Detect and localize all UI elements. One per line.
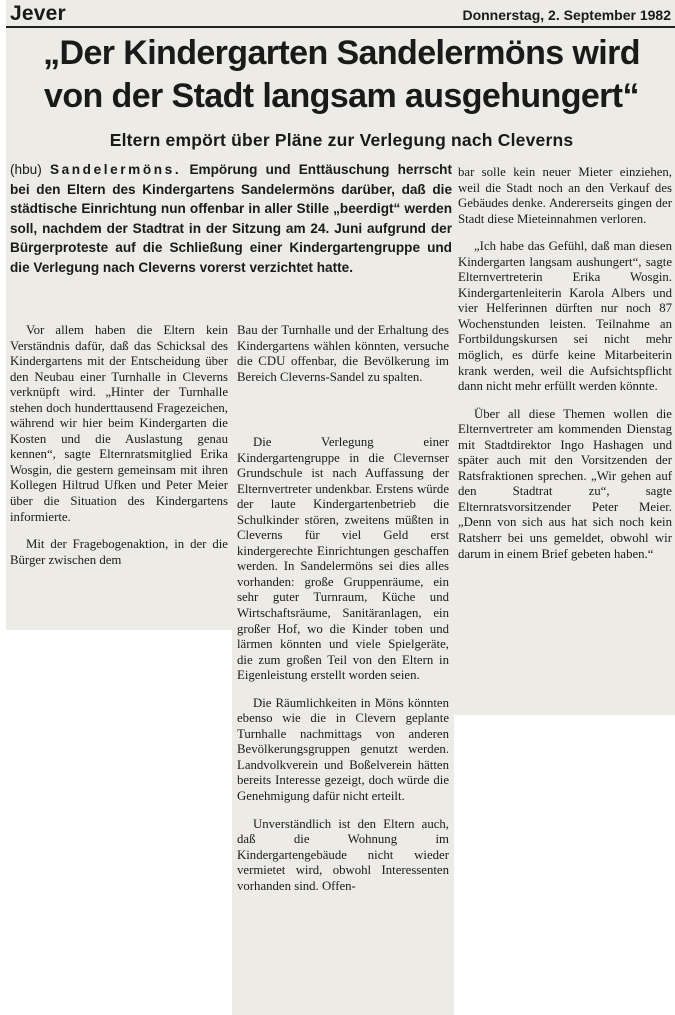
- issue-date: Donnerstag, 2. September 1982: [462, 7, 671, 23]
- author-tag: (hbu): [10, 162, 42, 177]
- subheadline: Eltern empört über Pläne zur Verlegung nach Cleverns: [109, 130, 574, 150]
- paper-area-right: [452, 620, 675, 715]
- column-3: [458, 165, 672, 562]
- headline-line-2: von der Stadt langsam ausgehungert“: [44, 77, 639, 115]
- column-2-paragraph: Die Verlegung einer Kindergartengruppe in die Clevernser Grundschule ist nach Auffassung der Elternvertreter undenkbar. Erstens würde der laute Kindergartenbetrieb die Schulkinder stören, zweitens müßten in Cleverns für viel Geld erst kindergerechte Einrichtungen geschaffen werden. In Sandelermöns sei dies alles vorhanden: große Gruppenräume, ein sehr guter Turnraum, Küche und Wirtschaftsräume, Sanitäranlagen, ein großer Hof, wo die Kinder toben und lärmen könnten und viele Spielgeräte, die zum großen Teil von den Eltern in Eigenleistung erstellt worden seien.: [237, 435, 449, 683]
- column-1-paragraph: Mit der Fragebogenaktion, in der die Bürger zwischen dem: [10, 537, 228, 567]
- column-2-paragraph: Bau der Turnhalle und der Erhaltung des Kindergartens wählen könnten, versuche die CDU offenbar, die Bevölkerung im Bereich Cleverns-Sandel zu spalten.: [237, 323, 449, 384]
- column-2-paragraph: Die Räumlichkeiten in Möns könnten ebenso wie die in Clevern geplante Turnhalle nachmittags von anderen Bevölkerungsgruppen genutzt werden. Landvolkverein und Boßelverein hätten bereits Interesse gezeigt, doch würde die Genehmigung dafür nicht erteilt.: [237, 695, 449, 804]
- section-name: Jever: [10, 2, 66, 25]
- column-1: [10, 323, 228, 568]
- column-2-paragraph: Unverständlich ist den Eltern auch, daß die Wohnung im Kindergartengebäude nicht wieder vermietet wird, obwohl Interessenten vorhanden sind. Offen-: [237, 816, 449, 893]
- header-rule: [6, 26, 675, 28]
- lead-text: Empörung und Enttäuschung herrscht bei den Eltern des Kindergartens Sandelermöns darüber, daß die städtische Einrichtung nun offenbar in aller Stille „beerdigt“ werden soll, nachdem der Stadtrat in der Sitzung am 24. Juni aufgrund der Bürgerproteste auf die Schließung einer Kindergartengruppe und die Verlegung nach Cleverns vorerst verzichtet hatte.: [10, 162, 452, 275]
- column-3-paragraph: bar solle kein neuer Mieter einziehen, weil die Stadt noch an den Verkauf des Gebäudes denke. Andererseits gingen der Stadt diese Mieteinnahmen verloren.: [458, 165, 672, 226]
- column-2: [237, 435, 449, 894]
- column-2-top: [237, 323, 449, 385]
- lead-paragraph: [10, 160, 452, 277]
- column-3-paragraph: „Ich habe das Gefühl, daß man diesen Kindergarten langsam aushungert“, sagte Elternvertreterin Erika Wosgin. Kindergartenleiterin Karola Albers und vier Helferinnen dürften nur noch 87 Wochenstunden leisten. Teilnahme an Fortbildungskursen sei nicht mehr möglich, es dürfe keine Mitarbeiterin krank werden, weil die Aufsichtspflicht dann nicht mehr erfüllt werden könnte.: [458, 239, 672, 394]
- headline-line-1: „Der Kindergarten Sandelermöns wird: [43, 34, 640, 72]
- headline: [8, 32, 675, 118]
- column-1-paragraph: Vor allem haben die Eltern kein Verständnis dafür, daß das Schicksal des Kindergartens mit der Entscheidung über den Neubau einer Turnhalle in Cleverns verknüpft wird. „Hinter der Turnhalle stehen doch hunderttausend Fragezeichen, während wir hier beim Kindergarten die Kosten und die Auslastung genau kennen“, sagte Elternratsmitglied Erika Wosgin, die gestern gemeinsam mit ihren Kollegen Hiltrud Ufken und Peter Meier über die Situation des Kindergartens informierte.: [10, 323, 228, 524]
- dateline-place: Sandelermöns.: [49, 162, 182, 177]
- column-3-paragraph: Über all diese Themen wollen die Elternvertreter am kommenden Dienstag mit Stadtdirektor Ingo Hashagen und später auch mit den Vorsitzenden der Ratsfraktionen sprechen. „Wir gehen auf den Stadtrat zu“, sagte Elternratsvorsitzender Peter Meier. „Denn von sich aus hat sich noch kein Ratsherr bei uns gemeldet, obwohl wir darum in einem Brief gebeten haben.“: [458, 406, 672, 561]
